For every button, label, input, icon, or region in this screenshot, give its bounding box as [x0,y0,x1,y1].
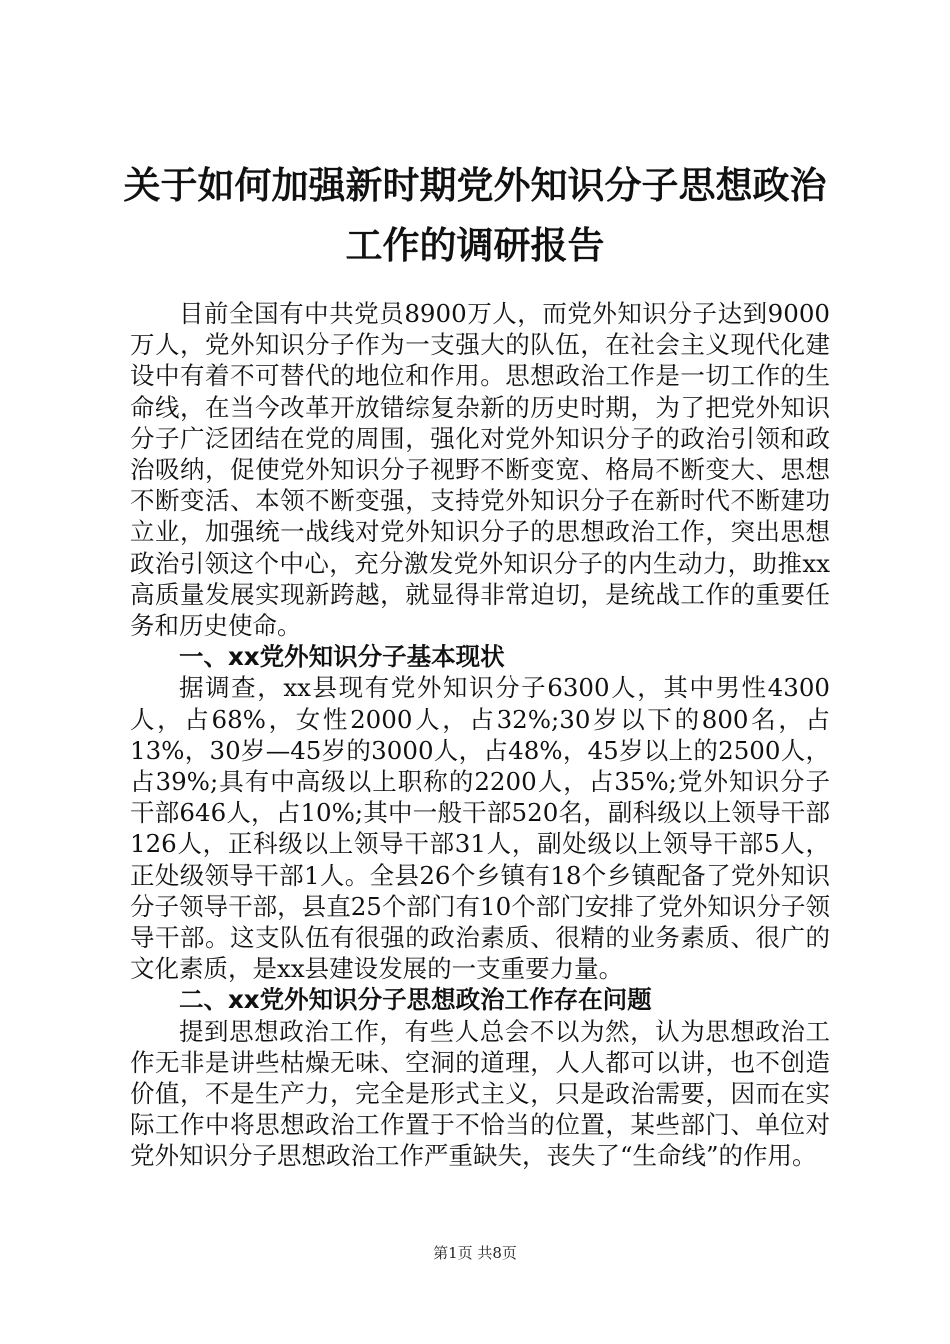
document-title: 关于如何加强新时期党外知识分子思想政治工作的调研报告 [123,164,827,267]
intro-paragraph: 目前全国有中共党员8900万人，而党外知识分子达到9000万人，党外知识分子作为一支强大的队伍，在社会主义现代化建设中有着不可替代的地位和作用。思想政治工作是一切工作的生命线，在当今改革开放错综复杂新的历史时期，为了把党外知识分子广泛团结在党的周围，强化对党外知识分子的政治引领和政治吸纳，促使党外知识分子视野不断变宽、格局不断变大、思想不断变活、本领不断变强，支持党外知识分子在新时代不断建功立业，加强统一战线对党外知识分子的思想政治工作，突出思想政治引领这个中心，充分激发党外知识分子的内生动力，助推xx高质量发展实现新跨越，就显得非常迫切，是统战工作的重要任务和历史使命。 [130,299,830,641]
section-heading-2: 二、xx党外知识分子思想政治工作存在问题 [179,985,652,1015]
section-1-paragraph: 据调查，xx县现有党外知识分子6300人，其中男性4300人，占68%，女性2000人，占32%;30岁以下的800名，占13%，30岁—45岁的3000人，占48%，45岁以上的2500人，占39%;具有中高级以上职称的2200人，占35%;党外知识分子干部646人，占10%;其中一般干部520名，副科级以上领导干部126人，正科级以上领导干部31人，副处级以上领导干部5人，正处级领导干部1人。全县26个乡镇有18个乡镇配备了党外知识分子领导干部，县直25个部门有10个部门安排了党外知识分子领导干部。这支队伍有很强的政治素质、很精的业务素质、很广的文化素质，是xx县建设发展的一支重要力量。 [130,673,830,984]
document-body [130,298,830,1172]
section-heading-1: 一、xx党外知识分子基本现状 [179,642,505,672]
section-2-paragraph: 提到思想政治工作，有些人总会不以为然，认为思想政治工作无非是讲些枯燥无味、空洞的道理，人人都可以讲，也不创造价值，不是生产力，完全是形式主义，只是政治需要，因而在实际工作中将思想政治工作置于不恰当的位置，某些部门、单位对党外知识分子思想政治工作严重缺失，丧失了“生命线”的作用。 [130,1016,830,1171]
page-number-footer: 第1页 共8页 [433,1244,517,1262]
